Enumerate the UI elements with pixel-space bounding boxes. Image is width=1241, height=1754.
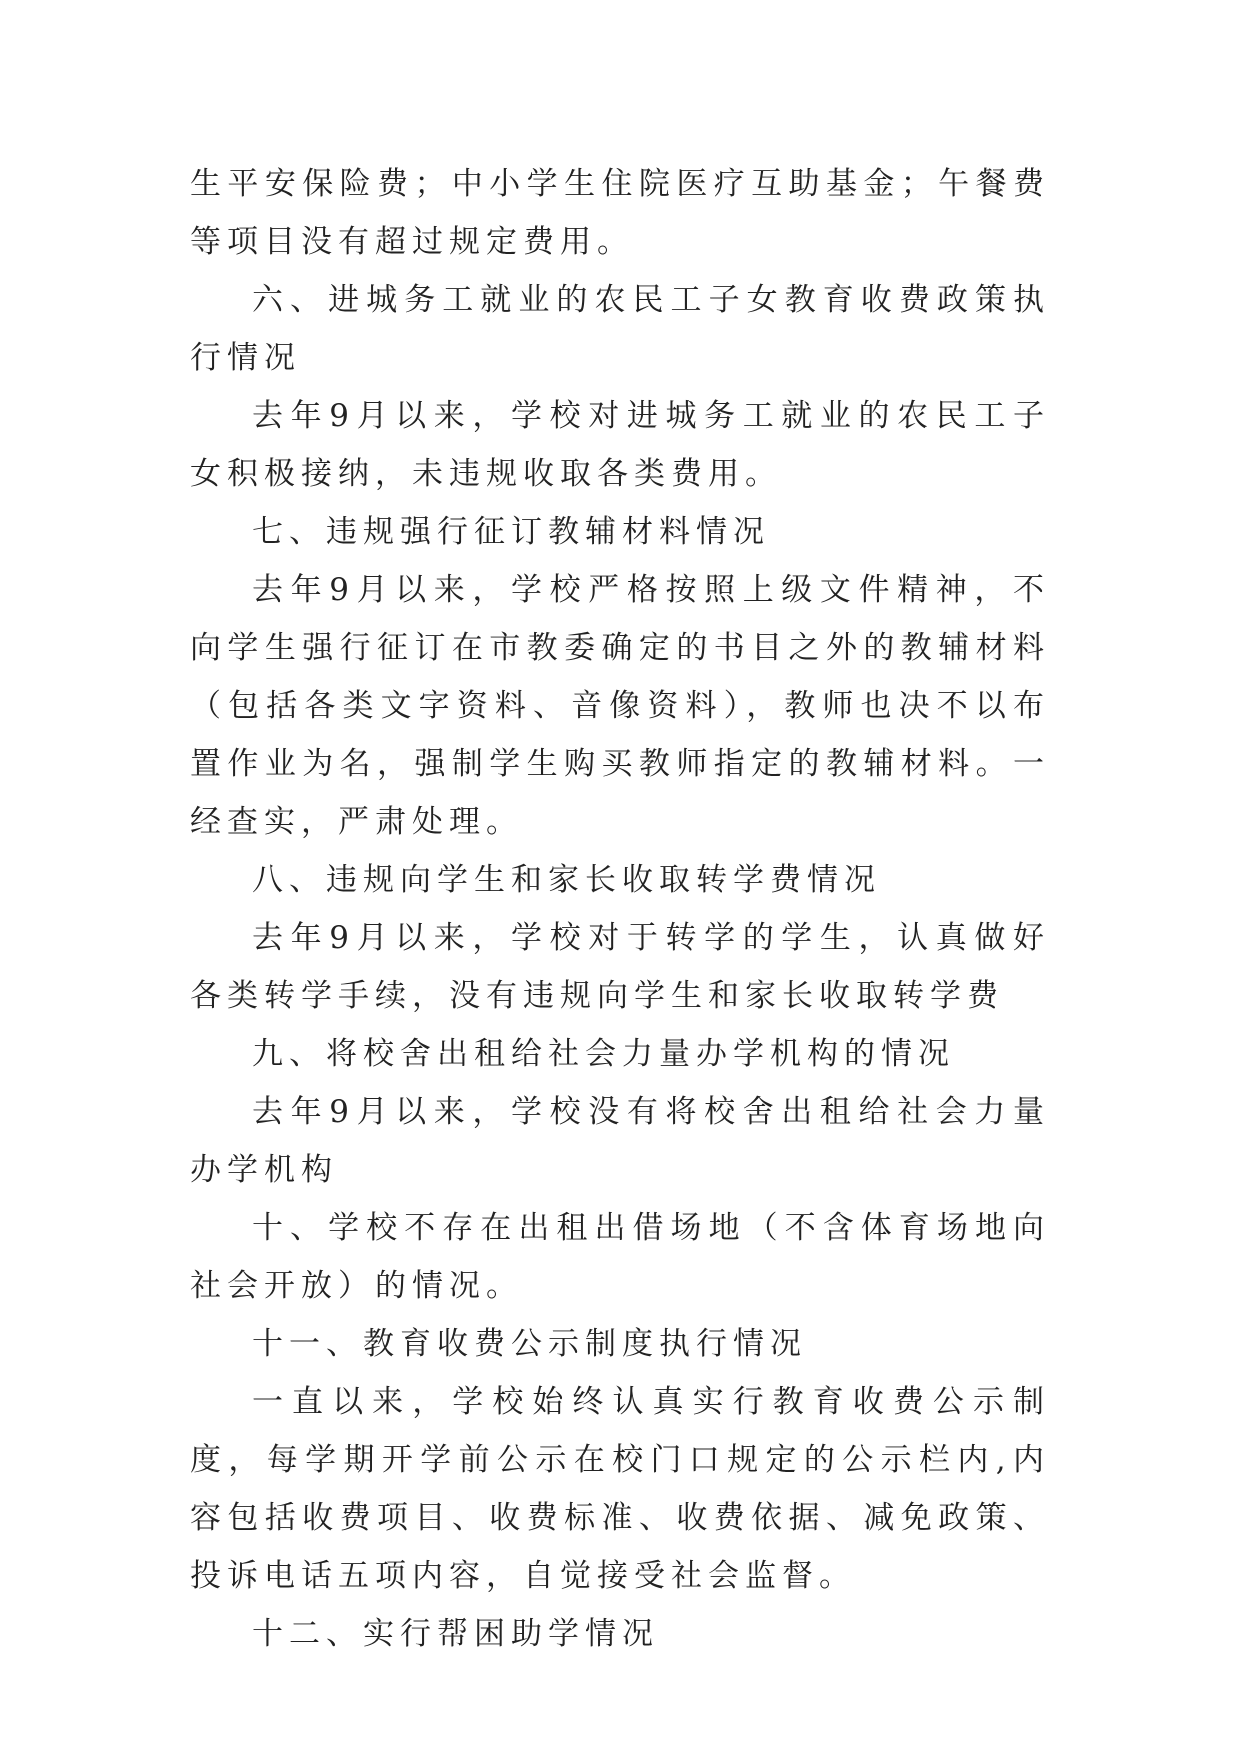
section-heading-10: 十、学校不存在出租出借场地（不含体育场地向社会开放）的情况。 xyxy=(190,1210,1050,1304)
section-heading-8: 八、违规向学生和家长收取转学费情况 xyxy=(252,862,881,898)
paragraph-continuation: 生平安保险费；中小学生住院医疗互助基金；午餐费等项目没有超过规定费用。 xyxy=(190,166,1050,260)
paragraph-section-11: 一直以来，学校始终认真实行教育收费公示制度，每学期开学前公示在校门口规定的公示栏内,内容包括收费项目、收费标准、收费依据、减免政策、投诉电话五项内容，自觉接受社会监督。 xyxy=(190,1384,1050,1594)
document-body xyxy=(190,155,1050,1663)
section-heading-7: 七、违规强行征订教辅材料情况 xyxy=(252,514,770,550)
section-heading-11: 十一、教育收费公示制度执行情况 xyxy=(252,1326,807,1362)
paragraph-section-7: 去年9月以来，学校严格按照上级文件精神，不向学生强行征订在市教委确定的书目之外的教辅材料（包括各类文字资料、音像资料），教师也决不以布置作业为名，强制学生购买教师指定的教辅材料。一经查实，严肃处理。 xyxy=(190,572,1050,840)
section-heading-9: 九、将校舍出租给社会力量办学机构的情况 xyxy=(252,1036,955,1072)
paragraph-section-9: 去年9月以来，学校没有将校舍出租给社会力量办学机构 xyxy=(190,1094,1050,1188)
section-heading-6: 六、进城务工就业的农民工子女教育收费政策执行情况 xyxy=(190,282,1050,376)
paragraph-section-8: 去年9月以来，学校对于转学的学生，认真做好各类转学手续，没有违规向学生和家长收取转学费 xyxy=(190,920,1050,1014)
paragraph-section-6: 去年9月以来，学校对进城务工就业的农民工子女积极接纳，未违规收取各类费用。 xyxy=(190,398,1050,492)
section-heading-12: 十二、实行帮困助学情况 xyxy=(252,1616,659,1652)
